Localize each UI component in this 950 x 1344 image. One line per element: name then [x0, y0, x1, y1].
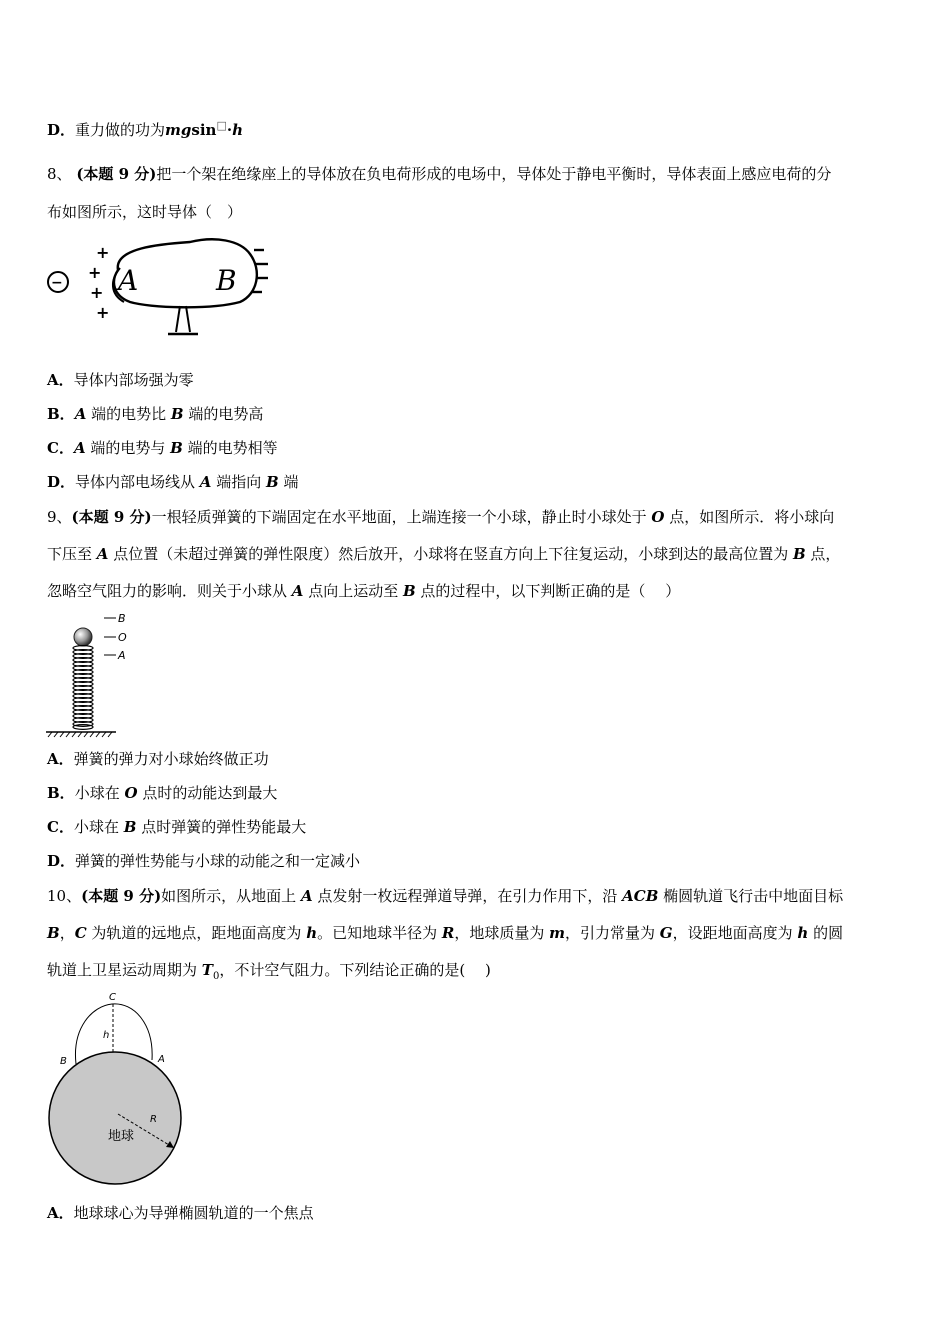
- marker-b-label: B: [118, 612, 126, 625]
- q8-stem-line1: 8、 (本题 9 分)把一个架在绝缘座上的导体放在负电荷形成的电场中，导体处于静电平衡时，导体表面上感应电荷的分: [47, 165, 832, 183]
- q8-option-c: C．A 端的电势与 B 端的电势相等: [47, 439, 278, 457]
- q10-stem-line1: 10、(本题 9 分)如图所示，从地面上 A 点发射一枚远程弹道导弹，在引力作用下，沿 ACB 椭圆轨道飞行击中地面目标: [47, 887, 844, 905]
- plus-sign: +: [88, 263, 102, 282]
- q8-option-a: A．导体内部场强为零: [47, 371, 194, 389]
- q9-spring-figure: [44, 608, 144, 738]
- plus-sign: +: [90, 283, 104, 302]
- conductor-label-b: B: [216, 264, 237, 297]
- earth-circle: [49, 1052, 181, 1184]
- label-earth: 地球: [108, 1129, 135, 1144]
- label-a: A: [158, 1054, 165, 1065]
- q10-option-a: A．地球球心为导弹椭圆轨道的一个焦点: [47, 1204, 314, 1222]
- label-r: R: [150, 1114, 157, 1125]
- q10-stem-line2: B，C 为轨道的远地点，距地面高度为 h。已知地球半径为 R，地球质量为 m，引力常量为 G，设距地面高度为 h 的圆: [47, 924, 844, 942]
- ball: [74, 628, 92, 646]
- marker-a-label: A: [118, 649, 126, 662]
- q9-stem-line1: 9、(本题 9 分)一根轻质弹簧的下端固定在水平地面，上端连接一个小球，静止时小球处于 O 点，如图所示．将小球向: [47, 508, 835, 526]
- label-c: C: [109, 992, 116, 1003]
- q8-stem-line2: 布如图所示，这时导体（ ）: [47, 203, 243, 221]
- q7-option-d: D．重力做的功为mgsin□·h: [47, 119, 244, 139]
- label-h: h: [103, 1030, 110, 1041]
- q8-option-d: D．导体内部电场线从 A 端指向 B 端: [47, 473, 299, 491]
- negative-charge-sign: −: [51, 275, 63, 291]
- stand-left-line: [176, 306, 180, 332]
- spring: [73, 646, 93, 730]
- conductor-label-a: A: [118, 264, 139, 297]
- q9-stem-line2: 下压至 A 点位置（未超过弹簧的弹性限度）然后放开，小球将在竖直方向上下往复运动，小球到达的最高位置为 B 点，: [47, 545, 841, 563]
- q9-option-c: C．小球在 B 点时弹簧的弹性势能最大: [47, 818, 307, 836]
- label-b: B: [60, 1056, 67, 1067]
- q9-option-d: D．弹簧的弹性势能与小球的动能之和一定减小: [47, 852, 361, 870]
- q9-option-b: B．小球在 O 点时的动能达到最大: [47, 784, 278, 802]
- q10-stem-line3: 轨道上卫星运动周期为 $T_0$，不计空气阻力。下列结论正确的是( ): [47, 961, 491, 982]
- q9-stem-line3: 忽略空气阻力的影响．则关于小球从 A 点向上运动至 B 点的过程中，以下判断正确的是（ ）: [47, 582, 681, 600]
- q10-earth-figure: [42, 988, 192, 1193]
- stand-right-line: [186, 306, 190, 332]
- plus-sign: +: [96, 303, 110, 322]
- q9-option-a: A．弹簧的弹力对小球始终做正功: [47, 750, 269, 768]
- marker-o-label: O: [118, 631, 127, 644]
- q8-option-b: B．A 端的电势比 B 端的电势高: [47, 405, 264, 423]
- plus-sign: +: [96, 243, 110, 262]
- q8-conductor-figure: [40, 230, 280, 345]
